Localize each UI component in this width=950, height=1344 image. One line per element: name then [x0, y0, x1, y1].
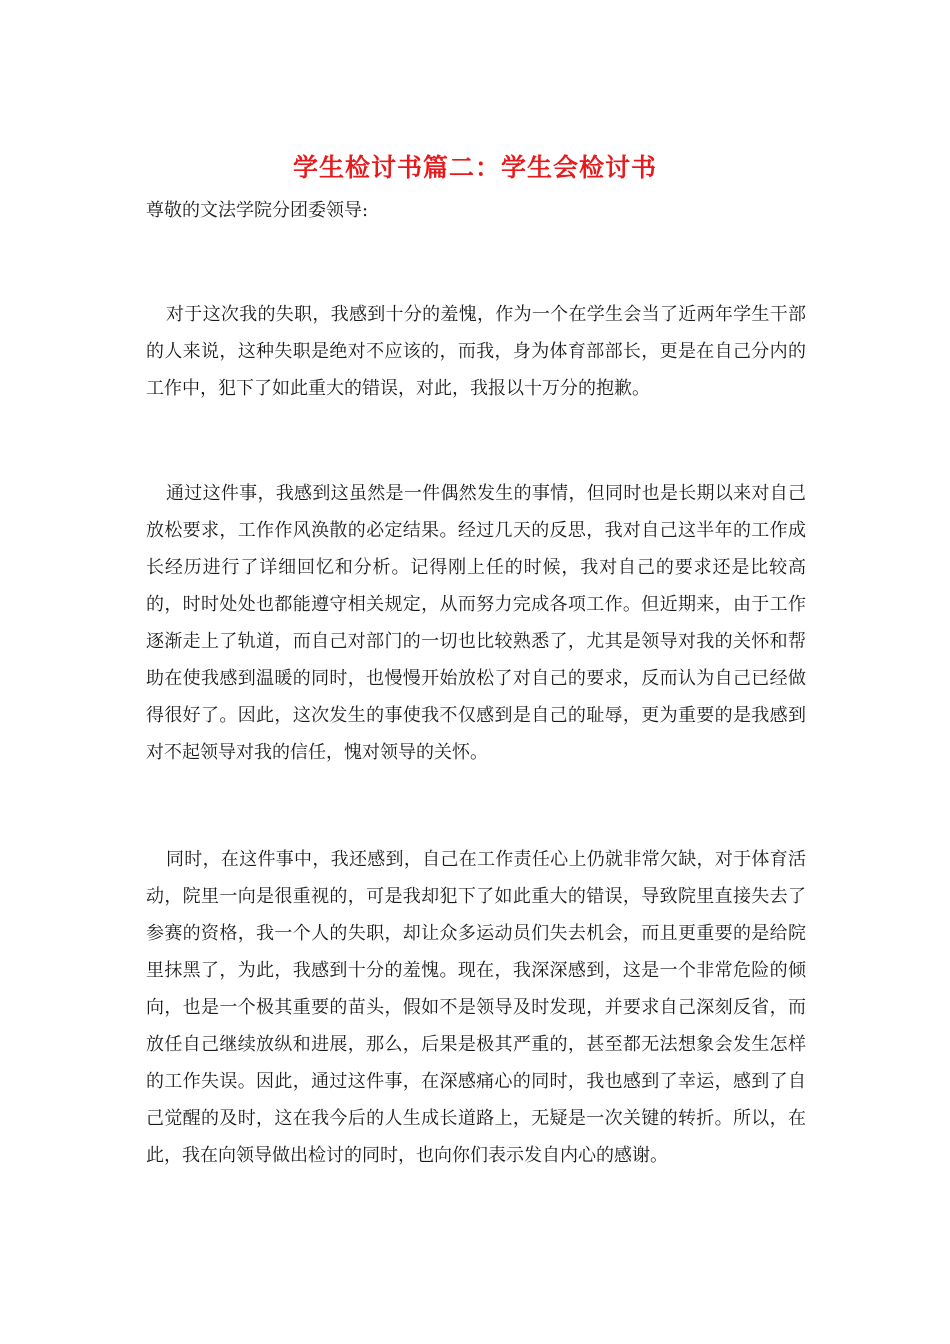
salutation: 尊敬的文法学院分团委领导:	[146, 200, 369, 221]
body-paragraph-1: 对于这次我的失职，我感到十分的羞愧，作为一个在学生会当了近两年学生干部的人来说，这种失职是绝对不应该的，而我，身为体育部部长，更是在自己分内的工作中，犯下了如此重大的错误，对此，我报以十万分的抱歉。	[146, 304, 806, 399]
document-title: 学生检讨书篇二：学生会检讨书	[292, 153, 657, 182]
body-paragraph-2: 通过这件事，我感到这虽然是一件偶然发生的事情，但同时也是长期以来对自己放松要求，工作作风涣散的必定结果。经过几天的反思，我对自己这半年的工作成长经历进行了详细回忆和分析。记得刚上任的时候，我对自己的要求还是比较高的，时时处处也都能遵守相关规定，从而努力完成各项工作。但近期来，由于工作逐渐走上了轨道，而自己对部门的一切也比较熟悉了，尤其是领导对我的关怀和帮助在使我感到温暖的同时，也慢慢开始放松了对自己的要求，反而认为自己已经做得很好了。因此，这次发生的事使我不仅感到是自己的耻辱，更为重要的是我感到对不起领导对我的信任，愧对领导的关怀。	[146, 483, 806, 763]
body-paragraph-3: 同时，在这件事中，我还感到，自己在工作责任心上仍就非常欠缺，对于体育活动，院里一向是很重视的，可是我却犯下了如此重大的错误，导致院里直接失去了参赛的资格，我一个人的失职，却让众多运动员们失去机会，而且更重要的是给院里抹黑了，为此，我感到十分的羞愧。现在，我深深感到，这是一个非常危险的倾向，也是一个极其重要的苗头，假如不是领导及时发现，并要求自己深刻反省，而放任自己继续放纵和进展，那么，后果是极其严重的，甚至都无法想象会发生怎样的工作失误。因此，通过这件事，在深感痛心的同时，我也感到了幸运，感到了自己觉醒的及时，这在我今后的人生成长道路上，无疑是一次关键的转折。所以，在此，我在向领导做出检讨的同时，也向你们表示发自内心的感谢。	[146, 849, 806, 1166]
